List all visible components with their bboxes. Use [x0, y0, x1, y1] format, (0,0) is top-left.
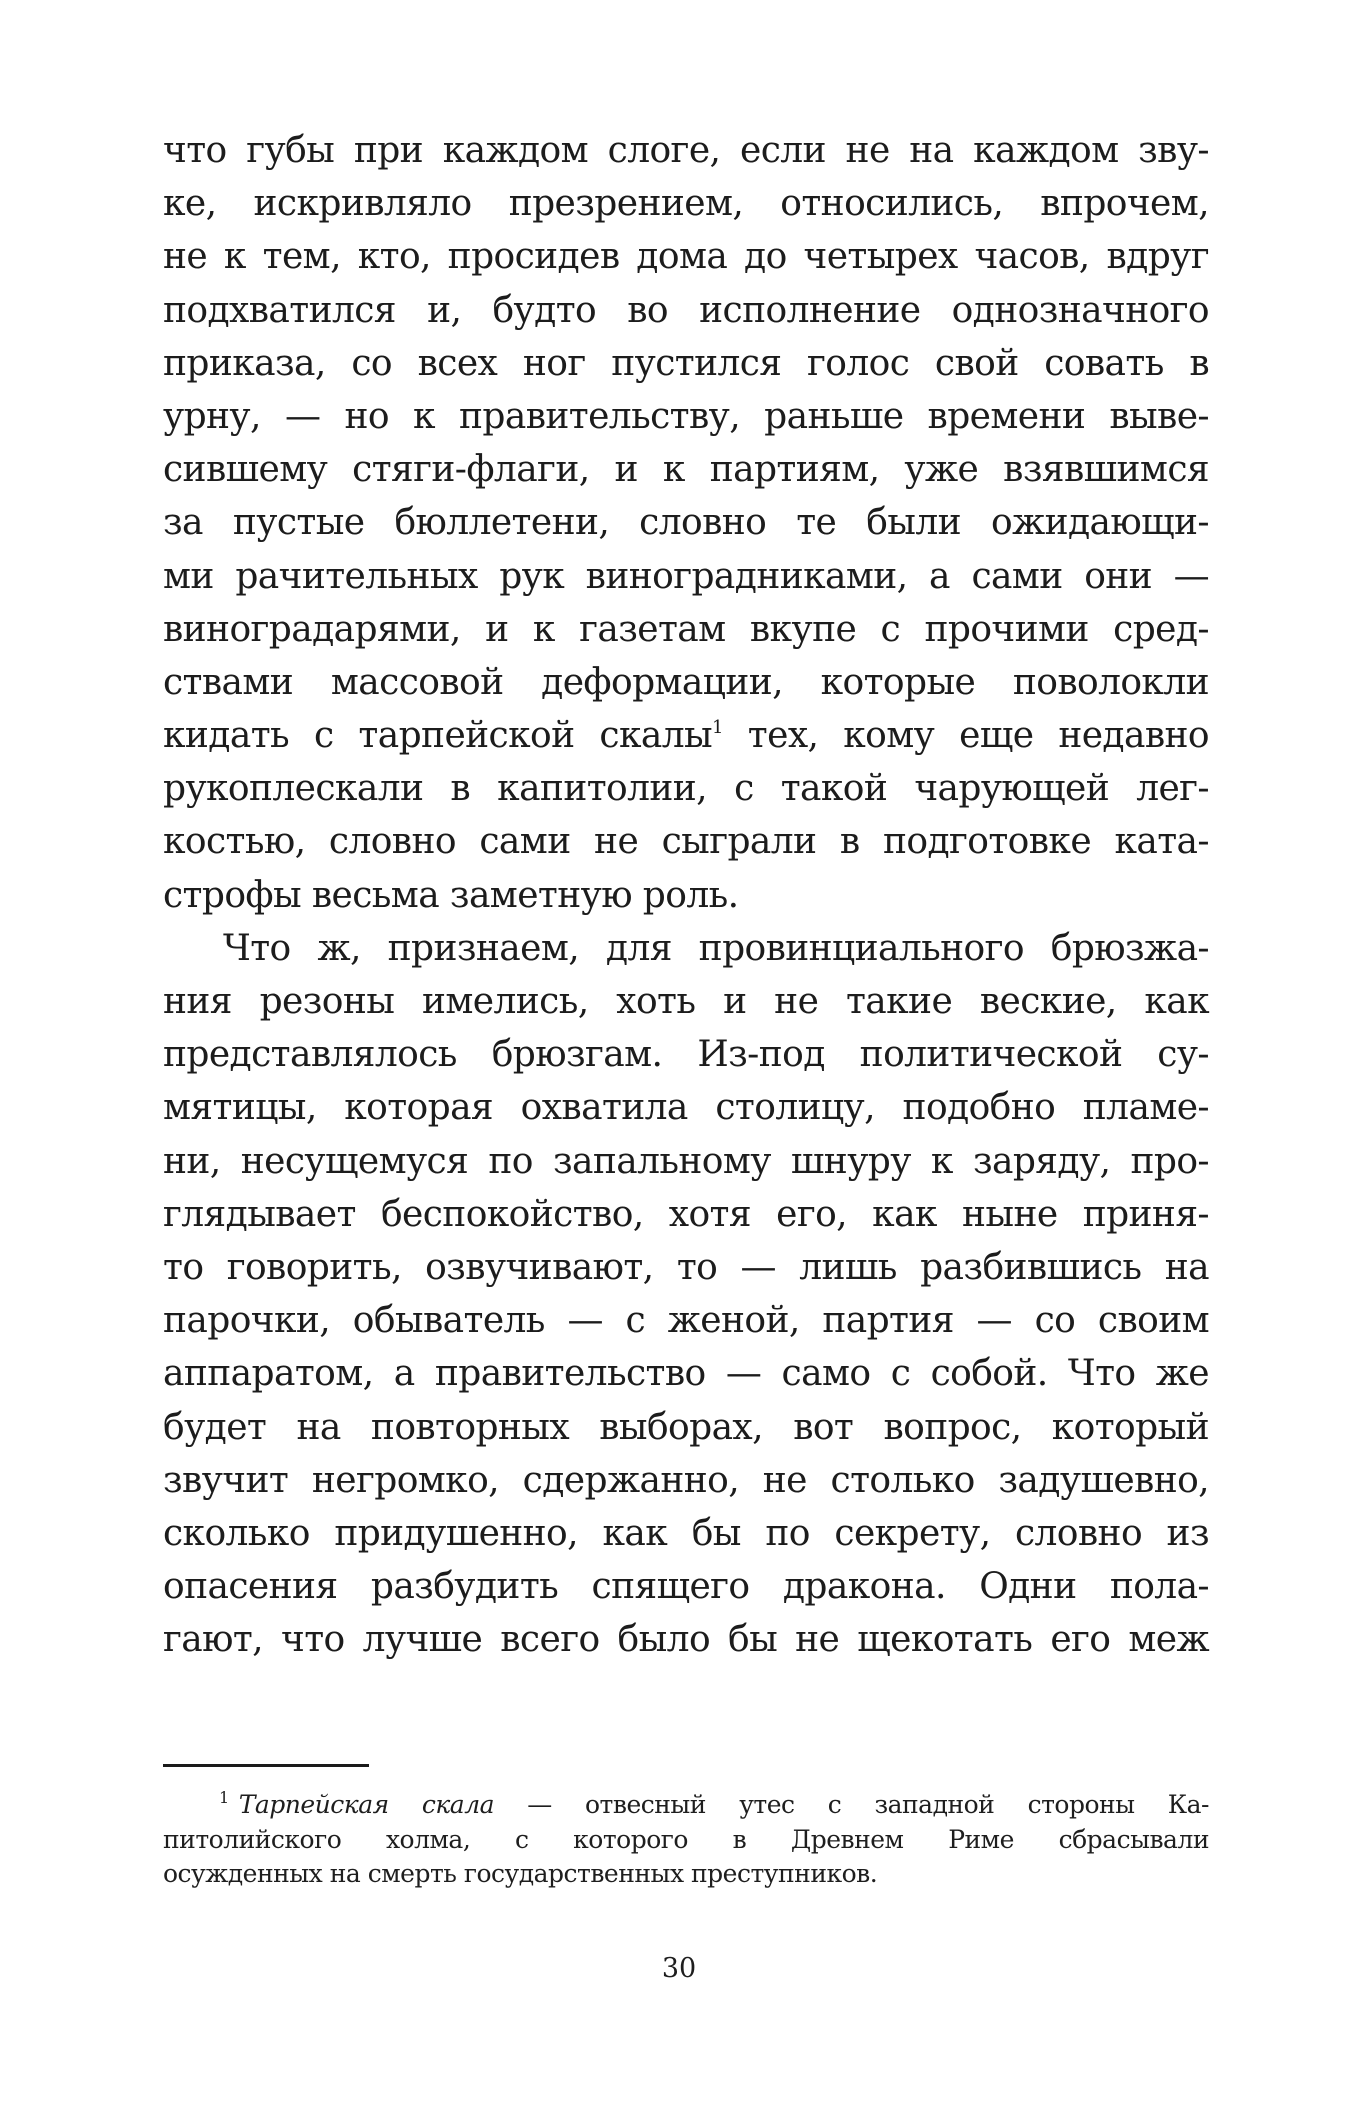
text-line: виноградарями, и к газетам вкупе с прочими сред-: [163, 608, 1209, 650]
text-line: рукоплескали в капитолии, с такой чарующей лег-: [163, 768, 1209, 810]
text-line: опасения разбудить спящего дракона. Одни пола-: [163, 1566, 1209, 1608]
footnote-line: питолийского холма, с которого в Древнем Риме сбрасывали: [163, 1824, 1209, 1854]
text-line: что губы при каждом слоге, если не на каждом зву-: [163, 130, 1209, 171]
text-line: урну, — но к правительству, раньше времени выве-: [163, 395, 1209, 437]
footnote-marker: 1: [219, 1788, 229, 1807]
text-line: костью, словно сами не сыграли в подготовке ката-: [163, 821, 1209, 863]
text-line: не к тем, кто, просидев дома до четырех часов, вдруг: [163, 236, 1209, 278]
text-line: подхватился и, будто во исполнение однозначного: [163, 289, 1209, 331]
text-line: ствами массовой деформации, которые поволокли: [163, 661, 1209, 703]
page-number: 30: [661, 1953, 697, 1984]
text-line: представлялось брюзгам. Из-под политической су-: [163, 1034, 1209, 1076]
text-line: ми рачительных рук виноградниками, а сами они —: [163, 555, 1209, 597]
text-line: приказа, со всех ног пустился голос свой совать в: [163, 342, 1209, 384]
text-line: ния резоны имелись, хоть и не такие веские, как: [163, 981, 1209, 1022]
text-line: сколько придушенно, как бы по секрету, словно из: [163, 1512, 1209, 1554]
footnote-reference[interactable]: 1: [712, 717, 723, 739]
text-segment: тех, кому еще недавно: [722, 715, 1209, 757]
footnote-line: [163, 1788, 1209, 1823]
text-line: аппаратом, а правительство — само с собой. Что же: [163, 1353, 1209, 1395]
text-line: звучит негромко, сдержанно, не столько задушевно,: [163, 1459, 1209, 1501]
text-line: парочки, обыватель — с женой, партия — со своим: [163, 1300, 1209, 1342]
text-segment: кидать с тарпейской скалы: [163, 715, 713, 757]
footnote-line: осужденных на смерть государственных преступников.: [163, 1859, 878, 1888]
text-line: за пустые бюллетени, словно те были ожидающи-: [163, 502, 1209, 544]
text-line: мятицы, которая охватила столицу, подобно пламе-: [163, 1087, 1209, 1129]
text-line: сившему стяги-флаги, и к партиям, уже взявшимся: [163, 449, 1209, 491]
footnote-text: — отвесный утес с западной стороны Ка-: [494, 1790, 1209, 1819]
text-line: ни, несущемуся по запальному шнуру к заряду, про-: [163, 1140, 1209, 1182]
text-line: гают, что лучше всего было бы не щекотать его меж: [163, 1619, 1209, 1661]
footnote: [163, 1788, 1209, 1892]
text-line: ке, искривляло презрением, относились, впрочем,: [163, 183, 1209, 225]
footnote-term: Тарпейская скала: [238, 1790, 495, 1819]
footnote-divider: [163, 1764, 369, 1767]
text-line: строфы весьма заметную роль.: [163, 874, 739, 916]
paragraph-start-line: Что ж, признаем, для провинциального брюзжа-: [223, 927, 1209, 969]
text-line-with-footnote-ref: [163, 709, 1209, 762]
text-line: глядывает беспокойство, хотя его, как ныне приня-: [163, 1193, 1209, 1235]
body-text: [163, 124, 1209, 1666]
text-line: будет на повторных выборах, вот вопрос, который: [163, 1406, 1209, 1448]
text-line: то говорить, озвучивают, то — лишь разбившись на: [163, 1246, 1209, 1288]
